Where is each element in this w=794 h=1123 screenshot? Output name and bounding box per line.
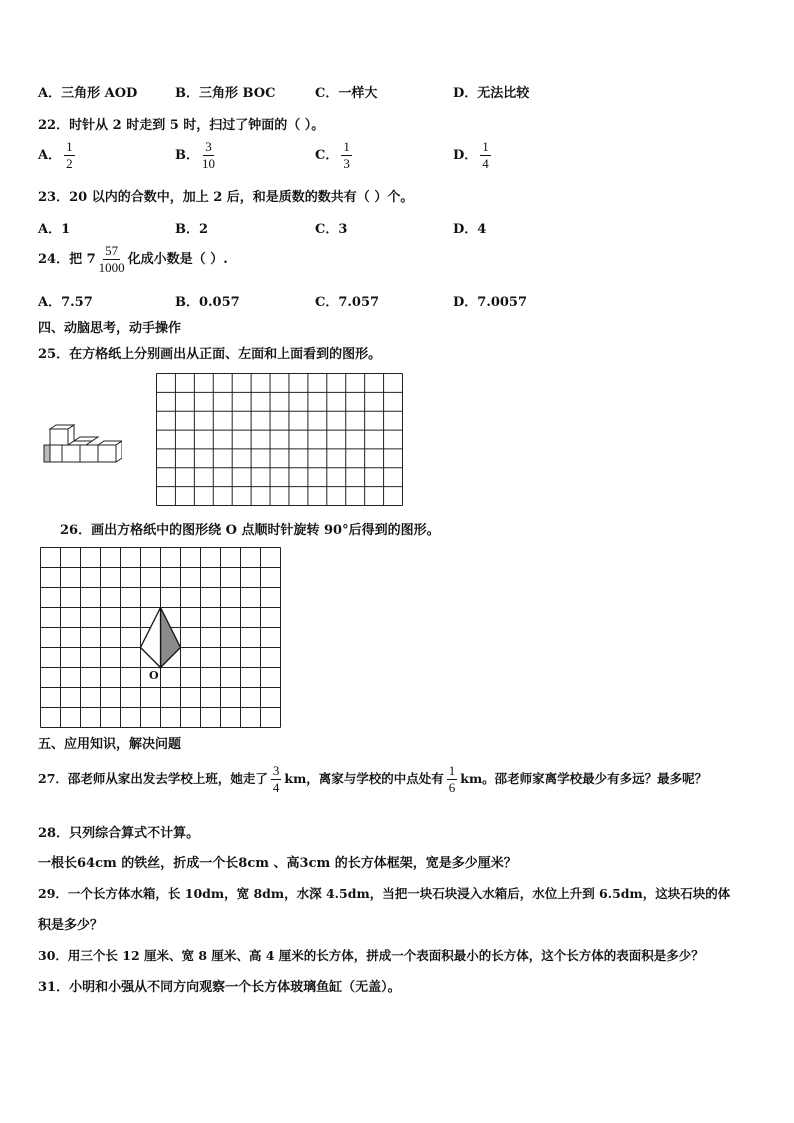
q22-option-b: B． $\frac{3}{10}$ <box>175 139 215 171</box>
q26-stem: 26．画出方格纸中的图形绕 O 点顺时针旋转 90°后得到的图形。 <box>60 523 440 538</box>
q24-option-b: B．0.057 <box>175 295 240 310</box>
q21-option-a: A．三角形 AOD <box>38 86 138 101</box>
q29-line-1: 29．一个长方体水箱，长 10dm，宽 8dm，水深 4.5dm，当把一块石块浸入水箱后，水位上升到 6.5dm，这块石块的体 <box>38 886 731 901</box>
q23-stem: 23．20 以内的合数中，加上 2 后，和是质数的数共有（ ）个。 <box>38 190 414 205</box>
q21-option-d: D．无法比较 <box>453 86 530 101</box>
q24-stem: 24．把 7 $\frac{57}{1000}$ 化成小数是（ ）. <box>38 243 228 275</box>
q23-option-d: D．4 <box>453 222 487 237</box>
q22-option-a: A． $\frac{1}{2}$ <box>38 139 73 171</box>
q23-option-b: B．2 <box>175 222 209 237</box>
q25-grid <box>156 373 404 507</box>
section-4-heading: 四、动脑思考，动手操作 <box>38 321 182 336</box>
q25-stem: 25．在方格纸上分别画出从正面、左面和上面看到的图形。 <box>38 347 382 362</box>
q23-option-a: A．1 <box>38 222 71 237</box>
cube-stack-figure <box>40 423 122 465</box>
kite-white-half <box>141 608 161 668</box>
section-5-heading: 五、应用知识，解决问题 <box>38 737 182 752</box>
q30-stem: 30．用三个长 12 厘米、宽 8 厘米、高 4 厘米的长方体，拼成一个表面积最小的长方体，这个长方体的表面积是多少？ <box>38 948 704 963</box>
q31-stem: 31．小明和小强从不同方向观察一个长方体玻璃鱼缸（无盖）。 <box>38 980 401 995</box>
q24-option-d: D．7.0057 <box>453 295 528 310</box>
q22-option-d: D． $\frac{1}{4}$ <box>453 139 489 171</box>
q29-line-2: 积是多少？ <box>38 918 104 933</box>
q22-stem: 22．时针从 2 时走到 5 时，扫过了钟面的（ ）。 <box>38 118 325 133</box>
q23-option-c: C．3 <box>315 222 348 237</box>
q27-stem: 27．邵老师从家出发去学校上班，她走了 $\frac{3}{4}$ km，离家与学校的中点处有 $\frac{1}{6}$ km。邵老师家离学校最少有多远？最多呢？ <box>38 763 708 795</box>
q28-stem: 28．只列综合算式不计算。 <box>38 826 200 841</box>
q22-option-c: C． $\frac{1}{3}$ <box>315 139 350 171</box>
q24-option-a: A．7.57 <box>38 295 93 310</box>
point-o-label: O <box>149 669 159 682</box>
q26-grid <box>40 547 282 730</box>
q21-option-c: C．一样大 <box>315 86 378 101</box>
kite-shaded-half <box>161 608 181 668</box>
q28-body: 一根长64cm 的铁丝，折成一个长8cm 、高3cm 的长方体框架，宽是多少厘米？ <box>38 856 517 871</box>
q21-option-b: B．三角形 BOC <box>175 86 276 101</box>
q24-option-c: C．7.057 <box>315 295 380 310</box>
